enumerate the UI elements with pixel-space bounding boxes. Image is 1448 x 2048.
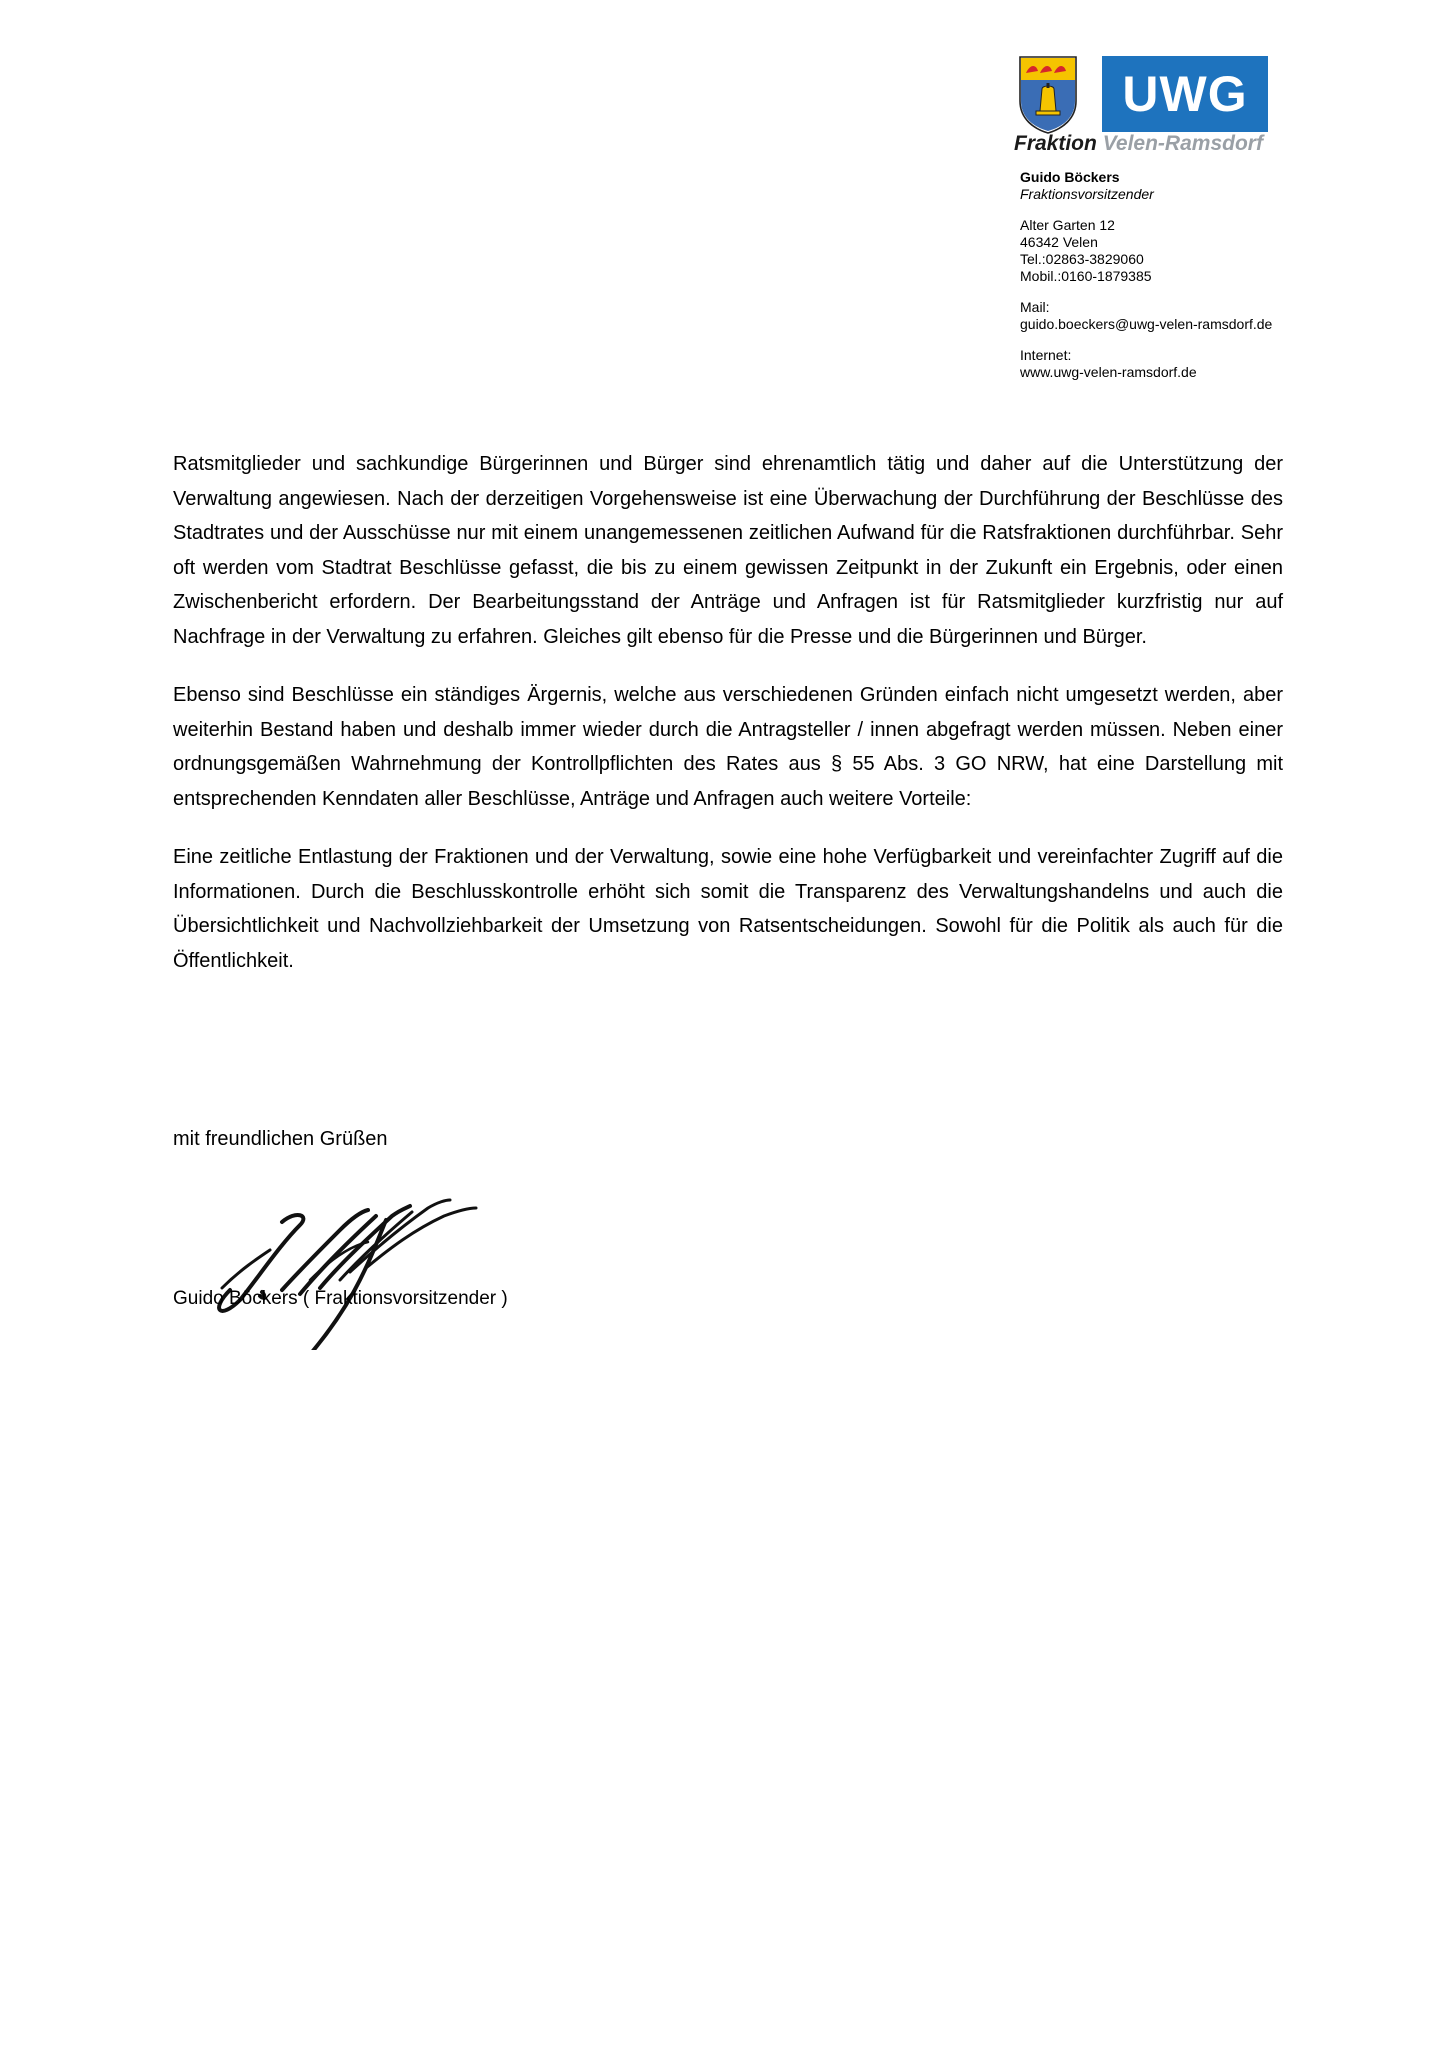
contact-internet-label: Internet:	[1020, 347, 1072, 363]
handwritten-signature	[200, 1160, 530, 1350]
contact-name: Guido Böckers	[1020, 169, 1120, 185]
fraktion-word: Fraktion	[1014, 132, 1097, 155]
contact-mobil: Mobil.:0160-1879385	[1020, 268, 1152, 284]
closing-phrase: mit freundlichen Grüßen	[173, 1128, 388, 1150]
contact-block	[1020, 169, 1272, 381]
place-word: Velen-Ramsdorf	[1102, 132, 1263, 155]
contact-mail-label: Mail:	[1020, 299, 1050, 315]
contact-tel: Tel.:02863-3829060	[1020, 251, 1144, 267]
contact-role: Fraktionsvorsitzender	[1020, 186, 1154, 202]
municipal-crest-icon	[1018, 55, 1078, 135]
body-paragraph: Eine zeitliche Entlastung der Fraktionen und der Verwaltung, sowie eine hohe Verfügbarkeit und vereinfachter Zugriff auf die Informationen. Durch die Beschlusskontrolle erhöht sich somit die Transparenz des Verwaltungshandelns und auch die Übersichtlichkeit und Nachvollziehbarkeit der Umsetzung von Ratsentscheidungen. Sowohl für die Politik als auch für die Öffentlichkeit.	[173, 846, 1283, 972]
contact-city: 46342 Velen	[1020, 234, 1098, 250]
contact-street: Alter Garten 12	[1020, 217, 1115, 233]
body-paragraph: Ratsmitglieder und sachkundige Bürgerinnen und Bürger sind ehrenamtlich tätig und daher auf die Unterstützung der Verwaltung angewiesen. Nach der derzeitigen Vorgehensweise ist eine Überwachung der Durchführung der Beschlüsse des Stadtrates und der Ausschüsse nur mit einem unangemessenen zeitlichen Aufwand für die Ratsfraktionen durchführbar. Sehr oft werden vom Stadtrat Beschlüsse gefasst, die bis zu einem gewissen Zeitpunkt in der Zukunft ein Ergebnis, oder einen Zwischenbericht erfordern. Der Bearbeitungsstand der Anträge und Anfragen ist für Ratsmitglieder kurzfristig nur auf Nachfrage in der Verwaltung zu erfahren. Gleiches gilt ebenso für die Presse und die Bürgerinnen und Bürger.	[173, 453, 1283, 648]
uwg-logo: UWG	[1102, 56, 1268, 132]
signer-name: Guido Böckers ( Fraktionsvorsitzender )	[173, 1288, 508, 1309]
fraktion-label	[1014, 132, 1263, 156]
letterhead	[1014, 52, 1314, 155]
contact-internet: www.uwg-velen-ramsdorf.de	[1020, 364, 1197, 380]
letter-body	[173, 447, 1283, 1002]
contact-mail: guido.boeckers@uwg-velen-ramsdorf.de	[1020, 316, 1273, 332]
logo	[1014, 52, 1314, 155]
body-paragraph: Ebenso sind Beschlüsse ein ständiges Ärgernis, welche aus verschiedenen Gründen einfach nicht umgesetzt werden, aber weiterhin Bestand haben und deshalb immer wieder durch die Antragsteller / innen abgefragt werden müssen. Neben einer ordnungsgemäßen Wahrnehmung der Kontrollpflichten des Rates aus § 55 Abs. 3 GO NRW, hat eine Darstellung mit entsprechenden Kenndaten aller Beschlüsse, Anträge und Anfragen auch weitere Vorteile:	[173, 684, 1283, 810]
